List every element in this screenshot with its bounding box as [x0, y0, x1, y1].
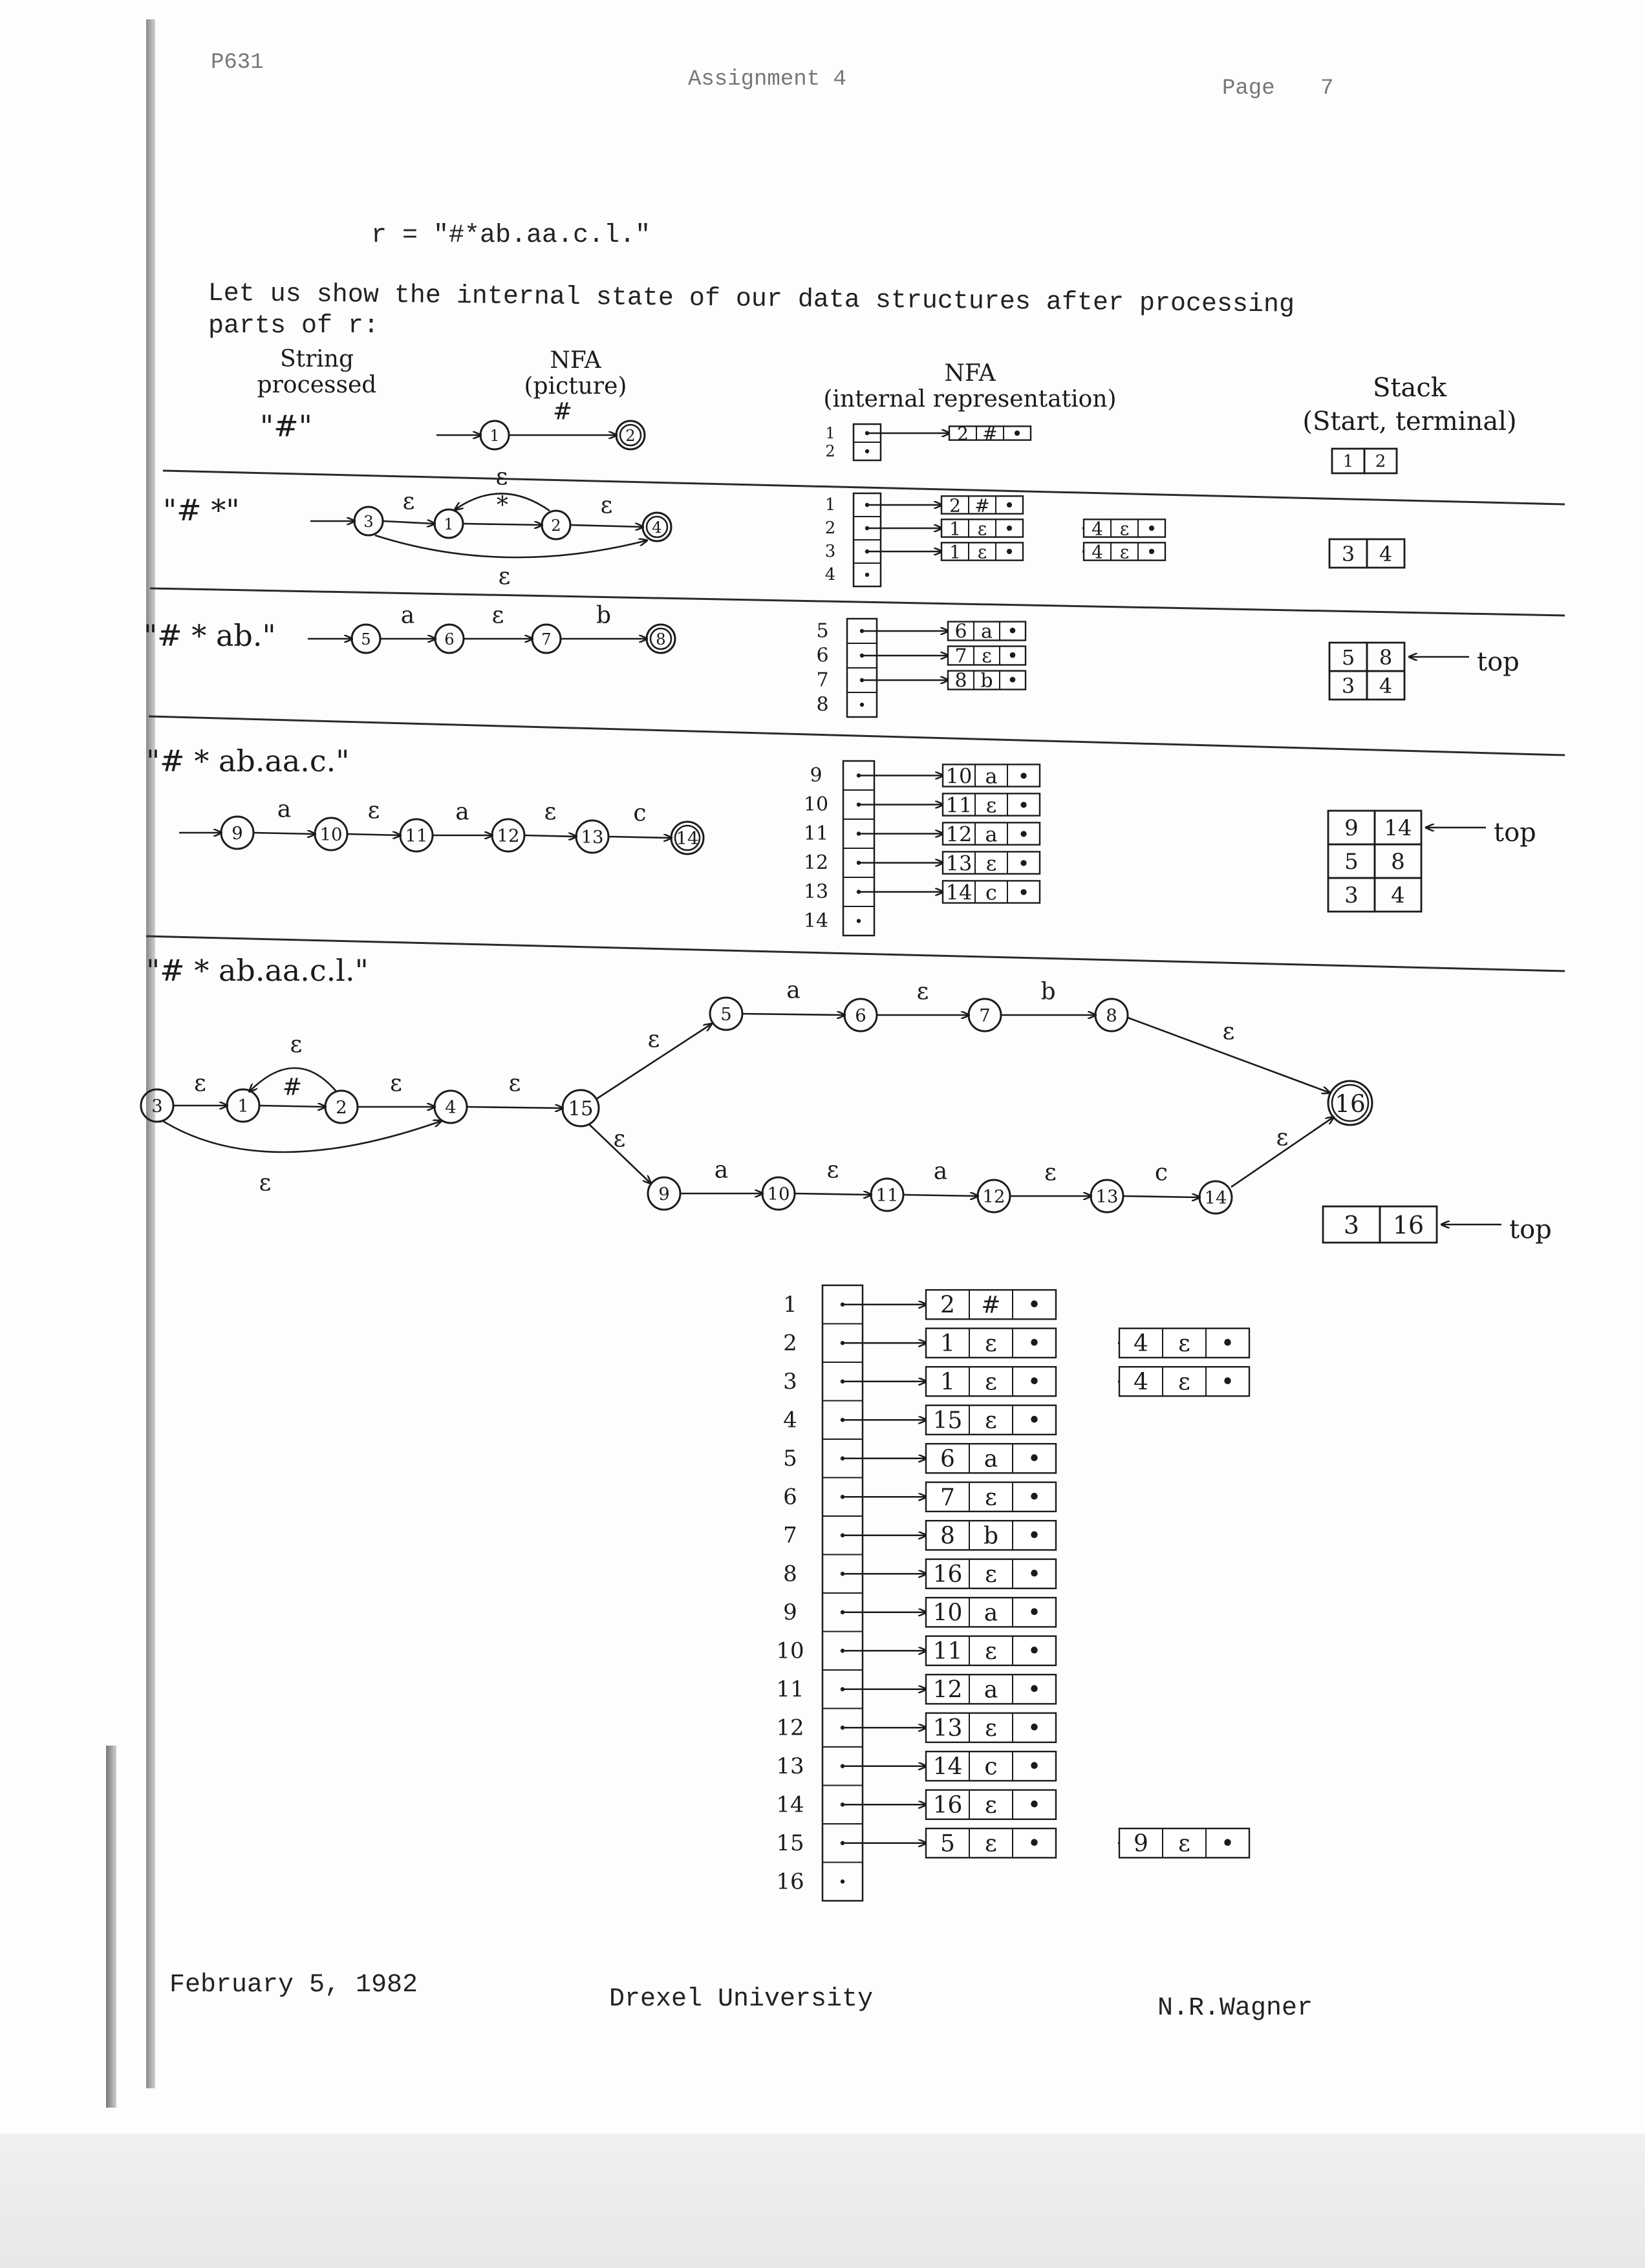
- nfa-transition-label: ε: [826, 1157, 839, 1184]
- nfa-node-value: 7: [954, 645, 967, 668]
- nfa-node-value: #: [982, 423, 998, 445]
- nfa-transition-label: #: [282, 1074, 303, 1101]
- nfa-transition-label: #: [552, 398, 573, 425]
- nfa-node-value: ε: [982, 645, 992, 668]
- nfa-node-value: 14: [945, 880, 973, 905]
- nfa-transition-label: ε: [194, 1070, 206, 1097]
- nfa-node-value: 9: [1134, 1830, 1148, 1857]
- nfa-node-value: ε: [985, 1330, 997, 1357]
- nfa-node-value: •: [1027, 1369, 1042, 1396]
- nfa-node-value: b: [983, 1523, 999, 1550]
- nfa-array-index: 3: [824, 542, 836, 561]
- nfa-state-label: 11: [405, 826, 428, 846]
- stack-row-3: [1329, 643, 1520, 700]
- nfa-node-value: •: [1004, 518, 1015, 540]
- nfa-node-value: •: [1027, 1676, 1042, 1704]
- nfa-node-value: a: [985, 764, 998, 789]
- nfa-array-index: 8: [816, 693, 829, 716]
- nfa-node-value: •: [1007, 669, 1018, 692]
- nfa-state-label: 5: [720, 1004, 732, 1025]
- nfa-transition: [253, 833, 315, 834]
- nfa-node-value: ε: [985, 1484, 997, 1511]
- nfa-node-value: •: [1017, 822, 1030, 847]
- nfa-node-value: •: [1027, 1753, 1042, 1781]
- nfa-array-index: 13: [776, 1753, 804, 1779]
- nfa-node-value: •: [1004, 541, 1015, 563]
- nfa-node-value: 11: [932, 1638, 963, 1665]
- nfa-node-value: #: [974, 495, 990, 517]
- nfa-transition-label: ε: [544, 798, 557, 826]
- nfa-node-value: ε: [1178, 1369, 1190, 1396]
- nfa-transition: [375, 535, 647, 557]
- nfa-state-label: 1: [489, 427, 500, 445]
- nfa-state-label: 8: [656, 630, 666, 648]
- stack-value: 1: [1342, 452, 1354, 471]
- nfa-state-label: 5: [361, 630, 371, 648]
- nfa-array-index: 2: [825, 442, 835, 460]
- stack-value: 3: [1344, 883, 1359, 908]
- nfa-array-index: 14: [803, 910, 829, 932]
- nfa-transition-label: c: [633, 800, 647, 827]
- column-header-nfa-picture-l2: (picture): [524, 373, 627, 400]
- nfa-node-value: 10: [932, 1599, 963, 1627]
- footer-university: Drexel University: [609, 1985, 874, 2014]
- stack-value: 8: [1379, 645, 1393, 670]
- nfa-state-label: 10: [767, 1184, 790, 1204]
- column-header-nfa-internal-l2: (internal representation): [823, 386, 1117, 412]
- nfa-state-label: 4: [445, 1097, 457, 1118]
- nfa-state-label: 1: [237, 1096, 249, 1117]
- nfa-array-index: 5: [783, 1445, 797, 1471]
- stack-top-label: top: [1494, 818, 1536, 848]
- nfa-transition: [467, 1107, 563, 1108]
- nfa-node-value: •: [1027, 1292, 1042, 1319]
- stack-top-label: top: [1509, 1215, 1552, 1245]
- nfa-transition-label: *: [497, 492, 508, 519]
- nfa-array-index: 11: [803, 822, 829, 845]
- nfa-picture-row-4: [179, 797, 704, 855]
- nfa-internal-table-2: [825, 493, 1165, 586]
- nfa-node-value: •: [1027, 1638, 1042, 1665]
- nfa-transition: [795, 1193, 871, 1195]
- nfa-array-pointer: [865, 573, 869, 577]
- nfa-node-value: •: [1007, 620, 1018, 643]
- nfa-internal-table-5: [776, 1285, 1249, 1901]
- page-number: 7: [1320, 76, 1334, 101]
- nfa-array-pointer: [860, 703, 864, 707]
- nfa-node-value: •: [1027, 1792, 1042, 1819]
- nfa-transition-label: ε: [498, 563, 511, 590]
- stack-value: 3: [1341, 542, 1355, 566]
- nfa-transition-label: ε: [1276, 1124, 1289, 1151]
- nfa-node-value: •: [1027, 1523, 1042, 1550]
- column-header-stack-l1: Stack: [1373, 373, 1446, 403]
- nfa-internal-table-3: [816, 619, 1026, 717]
- nfa-transition-label: b: [596, 602, 612, 629]
- nfa-node-value: 12: [945, 822, 973, 847]
- nfa-transition: [163, 1121, 441, 1152]
- nfa-node-value: •: [1027, 1715, 1042, 1742]
- nfa-node-value: •: [1220, 1369, 1235, 1396]
- nfa-array-index: 10: [803, 793, 829, 816]
- nfa-node-value: •: [1220, 1830, 1235, 1857]
- nfa-node-value: a: [981, 620, 993, 643]
- stack-value: 14: [1384, 815, 1412, 841]
- nfa-node-value: •: [1017, 764, 1030, 789]
- nfa-node-value: •: [1011, 423, 1023, 445]
- nfa-node-value: b: [980, 669, 993, 692]
- nfa-node-value: 1: [940, 1330, 955, 1357]
- nfa-array-index: 3: [783, 1368, 797, 1395]
- nfa-node-value: ε: [985, 1561, 997, 1588]
- nfa-array-index: 5: [816, 619, 829, 643]
- stack-row-1: [1332, 449, 1397, 473]
- nfa-transition-label: ε: [647, 1026, 660, 1053]
- string-processed-row-3: "# * ab.": [144, 618, 276, 653]
- nfa-picture-row-5: [141, 978, 1372, 1214]
- stack-value: 4: [1379, 674, 1393, 698]
- course-code: P631: [211, 50, 264, 75]
- nfa-node-value: 16: [932, 1792, 963, 1819]
- nfa-node-value: 1: [949, 518, 961, 540]
- nfa-array-index: 1: [825, 424, 835, 442]
- nfa-array-pointer: [857, 919, 861, 923]
- nfa-node-value: •: [1027, 1446, 1042, 1473]
- nfa-array-pointer: [865, 449, 869, 453]
- nfa-array-index: 14: [776, 1792, 804, 1818]
- nfa-node-value: 2: [940, 1292, 955, 1319]
- nfa-node-value: 4: [1091, 518, 1103, 540]
- nfa-node-value: a: [984, 1676, 998, 1704]
- nfa-state-label: 14: [676, 828, 699, 849]
- nfa-array-index: 10: [776, 1638, 804, 1664]
- nfa-array-index: 2: [783, 1330, 797, 1356]
- footer-author: N.R.Wagner: [1157, 1994, 1313, 2023]
- nfa-transition-label: a: [277, 796, 292, 823]
- nfa-node-value: ε: [985, 1792, 997, 1819]
- nfa-node-value: 8: [954, 669, 967, 692]
- nfa-node-value: 6: [940, 1446, 955, 1473]
- nfa-state-label: 3: [363, 513, 374, 531]
- nfa-node-value: •: [1017, 793, 1030, 818]
- nfa-node-value: 8: [940, 1523, 955, 1550]
- nfa-node-value: •: [1027, 1830, 1042, 1857]
- nfa-state-label: 9: [658, 1184, 670, 1204]
- nfa-array-index: 4: [783, 1407, 797, 1433]
- nfa-transition-label: a: [455, 798, 469, 826]
- string-processed-row-2: "# *": [163, 493, 240, 528]
- stack-value: 3: [1343, 1211, 1360, 1239]
- string-processed-row-5: "# * ab.aa.c.l.": [146, 953, 369, 988]
- nfa-transition: [570, 525, 643, 527]
- nfa-node-value: ε: [1119, 541, 1130, 563]
- nfa-state-label: 13: [1095, 1186, 1119, 1207]
- nfa-transition-label: ε: [508, 1070, 521, 1097]
- regex-expression: r = "#*ab.aa.c.l.": [371, 221, 651, 250]
- nfa-array-index: 11: [776, 1676, 804, 1702]
- nfa-node-value: a: [984, 1599, 998, 1627]
- nfa-array-index: 13: [803, 881, 829, 903]
- nfa-node-value: 13: [945, 851, 973, 876]
- nfa-transition-label: ε: [1044, 1159, 1057, 1186]
- nfa-transition: [524, 835, 576, 837]
- nfa-node-value: 4: [1134, 1330, 1148, 1357]
- stack-value: 5: [1344, 849, 1359, 875]
- nfa-internal-table-1: [825, 423, 1031, 461]
- nfa-node-value: 4: [1134, 1369, 1148, 1396]
- nfa-node-value: ε: [1119, 518, 1130, 540]
- nfa-node-value: ε: [985, 1369, 997, 1396]
- section-divider: [149, 716, 1565, 755]
- nfa-node-value: ε: [985, 1638, 997, 1665]
- nfa-transition-label: a: [400, 602, 415, 629]
- nfa-node-value: •: [1027, 1407, 1042, 1434]
- nfa-array-index: 6: [816, 644, 829, 667]
- nfa-transition-label: b: [1040, 978, 1056, 1005]
- nfa-array-index: 2: [824, 519, 836, 538]
- stack-row-5: [1323, 1206, 1552, 1245]
- nfa-transition-label: ε: [495, 464, 508, 491]
- nfa-node-value: •: [1146, 541, 1157, 563]
- nfa-array-index: 9: [783, 1599, 797, 1625]
- nfa-array-pointer: [841, 1879, 844, 1883]
- nfa-array-index: 1: [824, 495, 836, 515]
- nfa-array-index: 9: [810, 764, 822, 787]
- nfa-transition: [608, 837, 671, 838]
- nfa-node-value: 14: [932, 1753, 963, 1781]
- nfa-node-value: 11: [945, 793, 973, 818]
- nfa-transition-label: ε: [916, 978, 929, 1005]
- column-header-stack-l2: (Start, terminal): [1302, 407, 1517, 436]
- stack-row-4: [1328, 811, 1536, 912]
- nfa-state-label: 14: [1204, 1188, 1227, 1208]
- nfa-node-value: 16: [932, 1561, 963, 1588]
- section-divider: [146, 936, 1565, 971]
- nfa-node-value: c: [985, 880, 997, 905]
- nfa-internal-table-4: [804, 761, 1040, 936]
- stack-row-2: [1329, 539, 1404, 568]
- nfa-transition-label: ε: [402, 488, 415, 515]
- nfa-transition: [463, 524, 542, 525]
- column-header-nfa-picture-l1: NFA: [550, 347, 601, 374]
- nfa-transition-label: ε: [367, 797, 380, 824]
- nfa-node-value: ε: [985, 793, 997, 818]
- nfa-transition: [383, 521, 435, 524]
- nfa-array-index: 16: [776, 1868, 804, 1895]
- nfa-picture-row-3: [308, 603, 675, 654]
- nfa-node-value: #: [981, 1292, 1001, 1319]
- nfa-transition-label: ε: [491, 602, 504, 629]
- column-header-nfa-internal-l1: NFA: [944, 360, 996, 387]
- nfa-state-label: 7: [541, 630, 552, 648]
- nfa-state-label: 2: [336, 1097, 347, 1118]
- nfa-array-index: 8: [783, 1561, 797, 1587]
- stack-value: 8: [1391, 849, 1405, 875]
- assignment-title: Assignment 4: [688, 67, 846, 92]
- nfa-node-value: •: [1017, 851, 1030, 876]
- nfa-state-label: 7: [979, 1005, 991, 1026]
- nfa-node-value: ε: [1178, 1330, 1190, 1357]
- nfa-array-index: 7: [783, 1522, 797, 1548]
- nfa-node-value: 7: [940, 1484, 955, 1511]
- stack-value: 4: [1391, 883, 1405, 908]
- nfa-state-label: 12: [497, 826, 520, 846]
- nfa-node-value: 2: [949, 495, 961, 517]
- nfa-state-label: 4: [652, 519, 662, 537]
- nfa-node-value: •: [1007, 645, 1018, 668]
- nfa-state-label: 15: [568, 1097, 594, 1120]
- nfa-node-value: 10: [945, 764, 973, 789]
- nfa-node-value: •: [1146, 518, 1157, 540]
- nfa-node-value: ε: [977, 518, 987, 540]
- nfa-state-label: 16: [1335, 1089, 1366, 1118]
- nfa-state-label: 6: [444, 630, 455, 648]
- nfa-node-value: ε: [985, 1830, 997, 1857]
- nfa-node-value: a: [984, 1446, 998, 1473]
- nfa-array-index: 12: [803, 851, 829, 874]
- nfa-node-value: a: [985, 822, 998, 847]
- nfa-picture-row-1: [436, 399, 645, 450]
- nfa-node-value: c: [984, 1753, 998, 1781]
- nfa-state-label: 8: [1106, 1005, 1117, 1026]
- stack-value: 5: [1341, 645, 1355, 670]
- nfa-transition-label: ε: [1222, 1018, 1235, 1045]
- stack-value: 9: [1344, 815, 1359, 841]
- nfa-node-value: •: [1027, 1599, 1042, 1627]
- section-divider: [163, 471, 1565, 504]
- nfa-node-value: •: [1027, 1330, 1042, 1357]
- nfa-transition: [742, 1014, 844, 1015]
- nfa-array-index: 1: [783, 1291, 797, 1318]
- nfa-state-label: 9: [231, 823, 243, 844]
- column-header-string-l2: processed: [257, 372, 377, 398]
- stack-value: 2: [1375, 452, 1386, 471]
- nfa-array-index: 12: [776, 1715, 804, 1741]
- column-header-string-l1: String: [279, 346, 354, 372]
- nfa-node-value: 5: [940, 1830, 955, 1857]
- nfa-state-label: 11: [876, 1185, 899, 1206]
- nfa-picture-row-2: [310, 464, 671, 590]
- nfa-state-label: 6: [855, 1005, 866, 1026]
- nfa-node-value: 15: [932, 1407, 963, 1434]
- nfa-node-value: •: [1017, 880, 1030, 905]
- nfa-transition-label: ε: [259, 1170, 272, 1197]
- nfa-node-value: 2: [957, 423, 969, 445]
- nfa-node-value: 12: [932, 1676, 963, 1704]
- nfa-node-value: ε: [985, 1715, 997, 1742]
- nfa-node-value: ε: [985, 1407, 997, 1434]
- string-processed-row-1: "#": [260, 409, 312, 444]
- nfa-state-label: 1: [444, 515, 454, 533]
- nfa-transition-label: ε: [390, 1070, 402, 1097]
- intro-line-1: Let us show the internal state of our data structures after processing: [208, 279, 1295, 320]
- nfa-state-label: 2: [625, 427, 636, 445]
- nfa-node-value: 4: [1091, 541, 1103, 563]
- stack-top-label: top: [1477, 647, 1520, 677]
- nfa-state-label: 12: [982, 1186, 1005, 1207]
- stack-value: 3: [1341, 674, 1355, 698]
- page-label-text: Page: [1222, 76, 1275, 101]
- nfa-node-value: •: [1027, 1561, 1042, 1588]
- nfa-state-label: 10: [319, 824, 343, 845]
- nfa-transition-label: ε: [290, 1031, 303, 1058]
- stack-value: 16: [1392, 1211, 1425, 1239]
- nfa-state-label: 13: [581, 827, 604, 848]
- section-divider: [150, 588, 1565, 615]
- intro-line-2: parts of r:: [208, 312, 380, 341]
- nfa-state-label: 2: [551, 517, 561, 535]
- nfa-transition: [259, 1106, 325, 1107]
- nfa-transition-label: a: [786, 977, 801, 1004]
- nfa-array-index: 6: [783, 1484, 797, 1510]
- footer-date: February 5, 1982: [169, 1971, 418, 2000]
- nfa-node-value: 1: [940, 1369, 955, 1396]
- nfa-node-value: ε: [1178, 1830, 1190, 1857]
- nfa-node-value: ε: [985, 851, 997, 876]
- nfa-array-index: 4: [824, 565, 836, 584]
- nfa-node-value: 13: [932, 1715, 963, 1742]
- nfa-node-value: •: [1220, 1330, 1235, 1357]
- nfa-state-label: 3: [151, 1096, 163, 1117]
- nfa-transition-label: c: [1154, 1159, 1168, 1186]
- stack-value: 4: [1379, 542, 1393, 566]
- nfa-array-index: 15: [776, 1830, 804, 1856]
- nfa-transition-label: a: [714, 1157, 729, 1184]
- nfa-node-value: •: [1027, 1484, 1042, 1511]
- nfa-transition-label: ε: [600, 492, 613, 519]
- nfa-transition: [903, 1195, 978, 1196]
- nfa-node-value: 6: [954, 620, 967, 643]
- string-processed-row-4: "# * ab.aa.c.": [146, 744, 350, 778]
- nfa-node-value: 1: [949, 541, 961, 563]
- nfa-array-index: 7: [816, 669, 829, 692]
- nfa-node-value: ε: [977, 541, 987, 563]
- nfa-transition-label: ε: [613, 1126, 626, 1153]
- nfa-node-value: •: [1004, 495, 1015, 517]
- nfa-transition: [347, 834, 400, 835]
- nfa-transition: [1123, 1196, 1199, 1197]
- nfa-transition-label: a: [933, 1158, 948, 1185]
